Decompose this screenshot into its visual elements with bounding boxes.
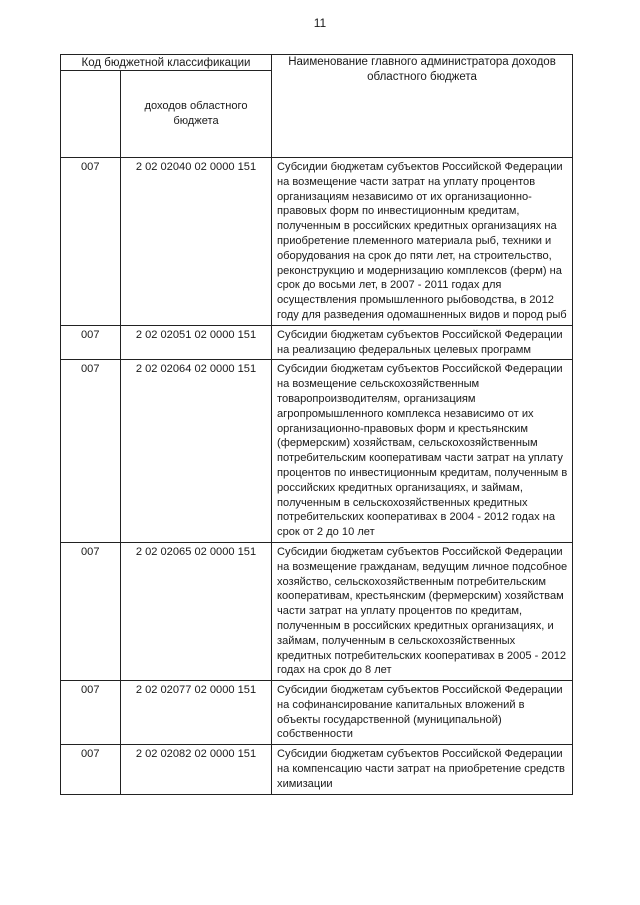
admin-code-cell: 007 — [61, 158, 121, 326]
table-row — [61, 542, 573, 680]
table-row — [61, 681, 573, 745]
header-admin-code — [61, 71, 121, 158]
header-revenue-code: доходов областного бюджета — [121, 71, 272, 158]
admin-code-cell: 007 — [61, 542, 121, 680]
revenue-code-cell: 2 02 02040 02 0000 151 — [121, 158, 272, 326]
table-row — [61, 745, 573, 794]
description-cell: Субсидии бюджетам субъектов Российской Федерации на софинансирование капитальных вложений в объекты государственной (муниципальной) собственности — [272, 681, 573, 745]
table-row — [61, 360, 573, 543]
budget-classification-table — [60, 54, 573, 795]
description-cell: Субсидии бюджетам субъектов Российской Федерации на возмещение гражданам, ведущим личное подсобное хозяйство, сельскохозяйственным потребительским кооперативам, крестьянским (фермерским) хозяйствам части затрат на уплату процентов по кредитам, полученным в российских кредитных организациях, и займам, полученным в сельскохозяйственных кредитных потребительских кооперативах в 2005 - 2012 годах на срок до 8 лет — [272, 542, 573, 680]
admin-code-cell: 007 — [61, 360, 121, 543]
admin-code-cell: 007 — [61, 745, 121, 794]
description-cell: Субсидии бюджетам субъектов Российской Федерации на возмещение части затрат на уплату процентов организациям независимо от их организационно-правовых форм по инвестиционным кредитам, полученным в российских кредитных организациях на приобретение племенного материала рыб, техники и оборудования на срок до пяти лет, на строительство, реконструкцию и модернизацию комплексов (ферм) на срок до восьми лет, в 2007 - 2011 годах для осуществления промышленного рыбоводства, в 2012 году для разведения одомашненных видов и пород рыб — [272, 158, 573, 326]
revenue-code-cell: 2 02 02064 02 0000 151 — [121, 360, 272, 543]
revenue-code-cell: 2 02 02051 02 0000 151 — [121, 325, 272, 360]
header-budget-classification: Код бюджетной классификации — [61, 55, 272, 71]
header-administrator-name: Наименование главного администратора доходов областного бюджета — [272, 55, 573, 158]
admin-code-cell: 007 — [61, 681, 121, 745]
page-number: 11 — [313, 16, 327, 30]
description-cell: Субсидии бюджетам субъектов Российской Федерации на компенсацию части затрат на приобретение средств химизации — [272, 745, 573, 794]
revenue-code-cell: 2 02 02077 02 0000 151 — [121, 681, 272, 745]
description-cell: Субсидии бюджетам субъектов Российской Федерации на реализацию федеральных целевых программ — [272, 325, 573, 360]
table-row — [61, 325, 573, 360]
table-row — [61, 158, 573, 326]
admin-code-cell: 007 — [61, 325, 121, 360]
revenue-code-cell: 2 02 02065 02 0000 151 — [121, 542, 272, 680]
revenue-code-cell: 2 02 02082 02 0000 151 — [121, 745, 272, 794]
description-cell: Субсидии бюджетам субъектов Российской Федерации на возмещение сельскохозяйственным товаропроизводителям, организациям агропромышленного комплекса независимо от их организационно-правовых форм и крестьянским (фермерским) хозяйствам, сельскохозяйственным потребительским кооперативам части затрат на уплату процентов по инвестиционным кредитам, полученным в российских кредитных организациях, и займам, полученным в сельскохозяйственных кредитных потребительских кооперативах в 2004 - 2012 годах на срок от 2 до 10 лет — [272, 360, 573, 543]
